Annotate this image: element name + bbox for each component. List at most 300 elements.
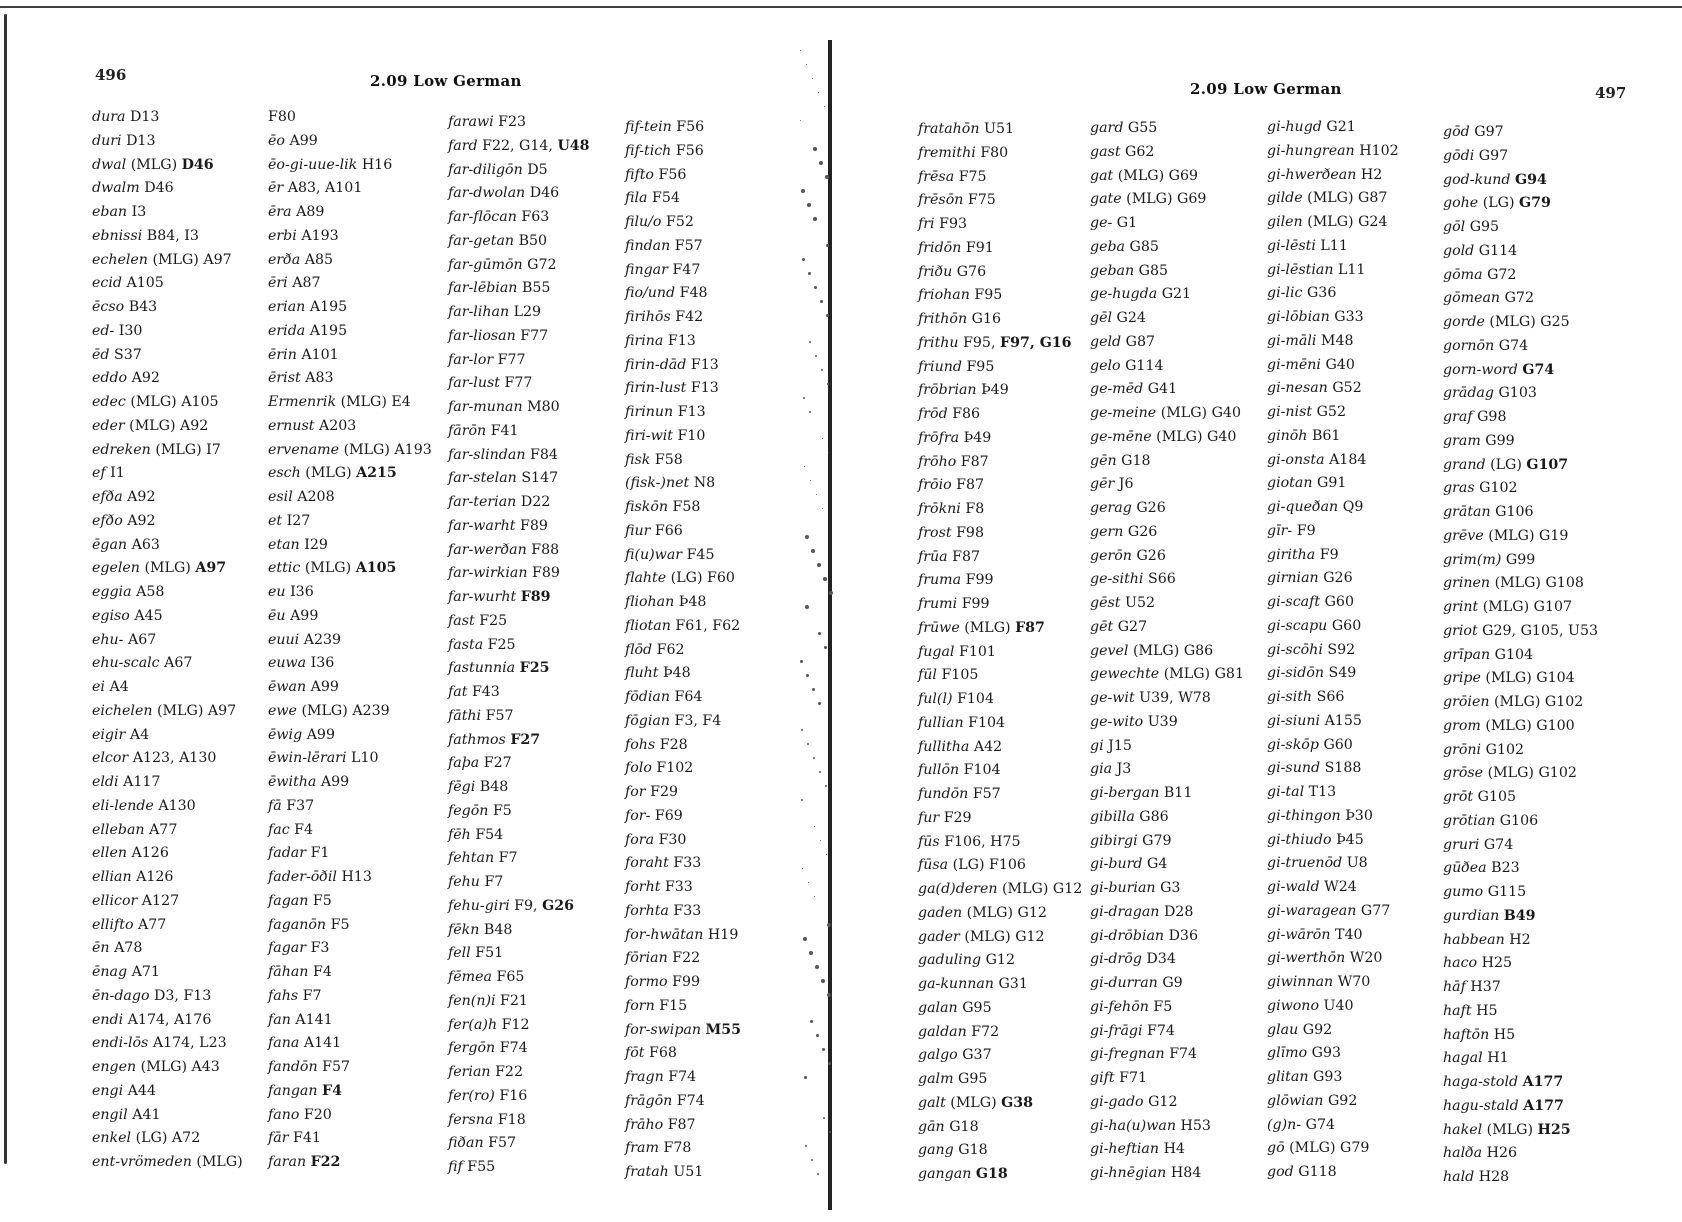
entry-headword: haco [1443,955,1478,972]
entry-reference: F98 [956,524,984,541]
entry-reference: F27 [483,755,512,772]
index-entry [918,664,1082,688]
entry-headword: eban [92,204,128,220]
entry-reference: A195 [309,322,348,339]
entry-reference: F21 [500,992,528,1009]
index-entry [448,1061,590,1085]
entry-reference: (MLG) [950,1094,997,1111]
index-entry [268,320,432,344]
entry-headword: gi-waragean [1267,902,1357,919]
entry-reference: A92 [127,489,156,505]
index-entry [918,926,1082,950]
entry-reference: F37 [286,797,315,814]
entry-reference: F71 [1119,1070,1147,1086]
index-entry [92,557,243,581]
entry-headword: gang [918,1142,954,1159]
entry-reference: H4 [1163,1141,1185,1158]
entry-headword: ēwig [268,726,303,743]
entry-reference: F74 [499,1040,528,1057]
entry-reference: F56 [658,166,687,183]
entry-headword: gi-lēsti [1267,237,1316,254]
index-entry [625,1090,741,1114]
entry-reference: D28 [1163,903,1194,920]
index-entry [1443,1142,1598,1166]
index-entry [92,201,243,225]
entry-reference: F33 [673,902,702,919]
entry-reference: (MLG) G79 [1289,1140,1370,1157]
entry-headword: fragn [625,1069,664,1085]
entry-reference: F104 [968,714,1006,731]
entry-reference: W70 [1337,974,1371,990]
index-entry [1267,1090,1399,1114]
entry-headword: glīmo [1267,1045,1308,1062]
entry-reference: W24 [1324,879,1357,895]
entry-reference: F106, H75 [944,833,1021,850]
entry-headword: gard [1090,120,1124,136]
entry-reference: (MLG) I7 [155,441,221,458]
entry-headword: fluht [625,665,659,682]
entry-reference: S188 [1324,760,1362,777]
entry-headword: dwal [92,156,127,173]
entry-headword: filu/o [625,214,662,230]
entry-reference: F63 [521,209,550,225]
entry-headword: fandōn [268,1059,318,1075]
entry-reference: G36 [1306,285,1337,302]
entry-reference: G55 [1127,120,1158,136]
entry-reference-bold: G107 [1526,456,1569,473]
index-entry [625,662,741,686]
entry-reference: B23 [1491,860,1520,877]
entry-reference: J15 [1108,737,1132,754]
entry-headword: efðo [92,512,123,529]
entry-headword: gi-nesan [1267,380,1328,397]
entry-headword: hagal [1443,1050,1483,1067]
index-entry [1443,1166,1598,1190]
entry-headword: fārōn [448,422,487,439]
entry-reference: F77 [497,351,526,368]
index-entry [268,1151,432,1175]
index-entry [448,634,590,658]
entry-headword: gi-onsta [1267,451,1325,468]
index-entry [1267,425,1399,449]
entry-headword: findan [625,237,671,254]
entry-reference: F77 [520,327,549,344]
index-entry [625,710,741,734]
entry-reference: F25 [487,636,516,653]
index-entry [92,391,243,415]
entry-headword: firihōs [625,309,671,325]
index-entry [625,686,741,710]
index-entry [1267,781,1399,805]
index-entry [92,106,243,130]
entry-reference: U40 [1323,997,1354,1014]
entry-headword: ervename [268,441,340,458]
index-entry [1090,1043,1244,1067]
index-entry [1090,640,1244,664]
entry-headword: gangan [918,1166,972,1182]
entry-reference: G95 [958,1071,988,1087]
entry-headword: ge- [1090,215,1113,231]
index-entry [268,439,432,463]
entry-headword: geld [1090,333,1122,350]
index-entry [92,866,243,890]
entry-headword: fāhan [268,964,309,980]
index-entry [1267,829,1399,853]
entry-headword: ernust [268,417,315,434]
index-entry [92,1104,243,1128]
entry-headword: ge-mēne [1090,428,1152,445]
entry-headword: fi(u)war [625,546,683,563]
entry-headword: grōtian [1443,812,1496,829]
entry-reference: F9 [1319,546,1339,563]
index-entry [918,617,1082,641]
entry-headword: gi-werthōn [1267,950,1346,967]
entry-reference: D3, F13 [154,987,212,1004]
index-entry [268,961,432,985]
index-column [625,116,741,1185]
entry-headword: ellian [92,869,132,885]
entry-headword: ef [92,465,106,482]
entry-reference: H2 [1360,166,1383,183]
entry-headword: ēo [268,132,285,149]
entry-reference: S147 [521,470,559,487]
entry-reference: F72 [971,1023,1000,1040]
entry-reference: F33 [673,855,702,872]
index-entry [918,997,1082,1021]
index-entry [625,1066,741,1090]
entry-reference: (MLG) G12 [964,928,1045,945]
entry-reference-bold: B49 [1503,907,1536,924]
index-entry [1267,1066,1399,1090]
index-entry [1443,810,1598,834]
index-entry [625,425,741,449]
entry-headword: frāho [625,1116,664,1133]
entry-reference: (MLG) [964,619,1011,636]
entry-headword: fratah [625,1164,669,1180]
entry-headword: ent-vrömeden [92,1154,192,1170]
entry-headword: giwinnan [1267,974,1334,990]
entry-reference: A41 [132,1106,161,1123]
index-entry [625,449,741,473]
entry-headword: grōt [1443,789,1474,805]
entry-reference: F99 [672,974,700,990]
entry-headword: hagu-stald [1443,1097,1519,1114]
index-entry [1267,1161,1399,1185]
entry-reference: U52 [1124,595,1155,611]
entry-reference: F86 [952,406,981,422]
index-entry [918,878,1082,902]
entry-headword: eli-lende [92,797,154,814]
index-entry [448,610,590,634]
entry-headword: egelen [92,560,140,577]
index-entry [625,377,741,401]
entry-reference: G97 [1478,147,1509,164]
index-entry [448,539,590,563]
index-entry [92,367,243,391]
entry-headword: grom [1443,717,1481,734]
entry-headword: fadar [268,845,307,862]
entry-headword: (fisk-)net [625,475,690,492]
index-entry [268,462,432,486]
entry-headword: ei [92,679,105,695]
index-entry [1090,117,1244,141]
index-entry [1443,715,1598,739]
entry-reference: L10 [351,750,379,767]
entry-reference: I36 [310,655,335,672]
entry-reference: B43 [128,299,158,315]
index-entry [448,871,590,895]
entry-headword: grim(m) [1443,551,1502,568]
entry-headword: fōgian [625,712,671,729]
entry-headword: gi-sund [1267,760,1321,777]
entry-headword: engi [92,1082,124,1099]
entry-reference: A85 [304,251,334,268]
entry-reference: (MLG) A105 [130,394,219,410]
page-number: 497 [1595,84,1627,102]
index-entry [1443,572,1598,596]
entry-headword: gi-skōp [1267,736,1319,753]
entry-reference: F75 [958,168,987,185]
entry-headword: gi-thingon [1267,807,1341,824]
index-entry [448,1085,590,1109]
index-entry [92,462,243,486]
entry-headword: hald [1443,1169,1475,1185]
index-entry [1267,401,1399,425]
entry-headword: grātan [1443,504,1491,520]
entry-headword: ellicor [92,892,138,909]
index-entry [268,201,432,225]
entry-headword: gi-drōbian [1090,927,1165,944]
entry-headword: efða [92,489,123,505]
entry-headword: fliohan [625,594,675,610]
index-entry [1090,378,1244,402]
index-entry [268,1080,432,1104]
entry-headword: giwono [1267,997,1319,1014]
index-entry [448,325,590,349]
entry-headword: far-wurht [448,589,517,605]
entry-headword: fasta [448,636,484,653]
index-entry [1267,330,1399,354]
index-entry [1443,644,1598,668]
entry-reference: F68 [649,1045,677,1062]
index-entry [918,142,1082,166]
entry-headword: gēr [1090,476,1115,493]
entry-headword: gumo [1443,884,1484,900]
entry-reference: Þ48 [678,594,707,610]
entry-reference: S66 [1147,571,1176,588]
entry-reference-bold: F22 [310,1154,341,1170]
entry-reference: F54 [475,826,504,843]
entry-reference: Q9 [1342,499,1364,515]
entry-headword: ēn-dago [92,987,150,1004]
entry-reference: G72 [1487,266,1517,283]
index-entry [1090,996,1244,1020]
entry-reference: (MLG) A43 [140,1059,220,1075]
index-entry [448,562,590,586]
entry-headword: grand [1443,456,1486,473]
entry-headword: galt [918,1094,946,1111]
entry-reference: A208 [297,489,335,505]
entry-reference: F89 [532,565,560,582]
index-entry [1443,454,1598,478]
entry-reference: G92 [1327,1092,1358,1109]
index-entry [1443,691,1598,715]
index-entry [625,235,741,259]
index-entry [918,1163,1082,1187]
entry-headword: fār [268,1130,289,1147]
entry-headword: gevel [1090,642,1129,659]
entry-reference: F12 [501,1016,530,1033]
entry-reference: G60 [1323,736,1353,753]
index-entry [92,486,243,510]
entry-reference-bold: D46 [181,156,214,173]
index-entry [1443,596,1598,620]
index-entry [1443,1071,1598,1095]
entry-headword: fisk [625,451,651,468]
index-entry [625,211,741,235]
entry-reference: F95 [966,358,995,375]
entry-reference: G74 [1483,836,1514,853]
entry-headword: girnian [1267,570,1319,587]
entry-reference: F57 [485,707,514,724]
entry-reference: G21 [1161,286,1192,303]
entry-reference: D22 [520,494,551,510]
entry-reference: G16 [971,311,1001,327]
entry-reference: A174, L23 [152,1035,227,1052]
entry-reference: A89 [296,204,325,220]
entry-reference: (MLG) G40 [1156,428,1237,445]
index-entry [448,1109,590,1133]
index-entry [918,807,1082,831]
entry-reference: S92 [1327,641,1356,658]
index-entry [1090,307,1244,331]
entry-reference: D13 [126,132,156,149]
entry-headword: ēra [268,204,292,220]
index-entry [918,451,1082,475]
entry-reference: F47 [672,261,701,278]
index-entry [448,824,590,848]
entry-headword: echelen [92,251,148,268]
entry-headword: gilen [1267,214,1303,230]
entry-headword: far-werðan [448,541,527,558]
entry-reference: (MLG) [304,560,352,577]
entry-reference: A126 [136,869,174,885]
index-entry [918,949,1082,973]
entry-reference: D46 [144,180,174,197]
index-entry [1267,591,1399,615]
index-entry [448,301,590,325]
entry-headword: gi-thiudo [1267,831,1332,848]
entry-reference: U8 [1346,855,1368,872]
entry-headword: ge-sithi [1090,571,1144,588]
entry-headword: forht [625,879,661,895]
entry-reference-bold: F4 [322,1082,342,1099]
index-entry [1267,520,1399,544]
entry-reference: M48 [1320,332,1354,349]
entry-headword: gi-scōhi [1267,641,1323,658]
index-entry [1443,145,1598,169]
entry-headword: ge-wito [1090,713,1144,730]
entry-headword: fēgi [448,779,476,795]
index-entry [448,444,590,468]
entry-reference: F18 [497,1111,526,1128]
index-entry [918,736,1082,760]
entry-reference: M80 [527,399,560,415]
entry-reference: S66 [1316,689,1345,705]
page-number: 496 [95,66,127,84]
entry-headword: gōmean [1443,290,1501,307]
index-entry [92,1151,243,1175]
index-entry [1090,972,1244,996]
entry-reference: (MLG) [305,465,352,482]
entry-headword: fruma [918,572,962,589]
index-entry [1267,1114,1399,1138]
entry-reference: F9, [514,897,538,914]
entry-reference: G93 [1312,1069,1343,1085]
entry-reference: B55 [521,280,551,297]
entry-reference: G106 [1495,504,1534,520]
entry-headword: far-lust [448,375,500,392]
index-entry [1443,382,1598,406]
index-entry [268,510,432,534]
index-entry [1090,687,1244,711]
entry-headword: far-liosan [448,327,516,344]
entry-headword: far-dwolan [448,185,526,202]
entry-reference: F99 [961,596,990,612]
entry-reference: A193 [301,227,339,244]
entry-reference: (MLG) G102 [1487,765,1577,782]
entry-reference: D36 [1168,927,1198,944]
entry-headword: erbi [268,227,297,244]
index-entry [1090,1067,1244,1091]
index-entry [1267,164,1399,188]
entry-reference: I3 [131,204,147,220]
index-entry [625,734,741,758]
entry-headword: frōho [918,453,957,470]
entry-reference: F16 [499,1087,528,1104]
entry-headword: fana [268,1035,300,1052]
entry-headword: gi-durran [1090,975,1158,991]
entry-headword: glitan [1267,1069,1309,1085]
index-entry [1090,782,1244,806]
entry-reference: Þ30 [1345,807,1373,824]
index-entry [448,681,590,705]
entry-headword: gerōn [1090,547,1132,564]
index-entry [448,705,590,729]
index-entry [268,771,432,795]
entry-reference: Þ49 [981,382,1009,399]
entry-reference: G21 [1326,119,1356,135]
entry-headword: eggia [92,584,132,600]
entry-headword: enkel [92,1130,132,1147]
index-entry [268,985,432,1009]
index-entry [448,1037,590,1061]
index-entry [92,534,243,558]
entry-headword: hakel [1443,1121,1483,1138]
index-entry [625,1042,741,1066]
entry-reference: Þ45 [1336,831,1364,848]
entry-reference: F57 [972,786,1001,802]
index-entry [92,154,243,178]
index-entry [268,225,432,249]
entry-headword: frumi [918,596,958,612]
entry-headword: fullōn [918,762,960,779]
entry-reference: I1 [110,465,125,482]
entry-reference: F22 [672,950,701,967]
entry-headword: gader [918,928,960,945]
entry-reference: F33 [664,879,693,895]
entry-headword: gi-gado [1090,1093,1144,1110]
